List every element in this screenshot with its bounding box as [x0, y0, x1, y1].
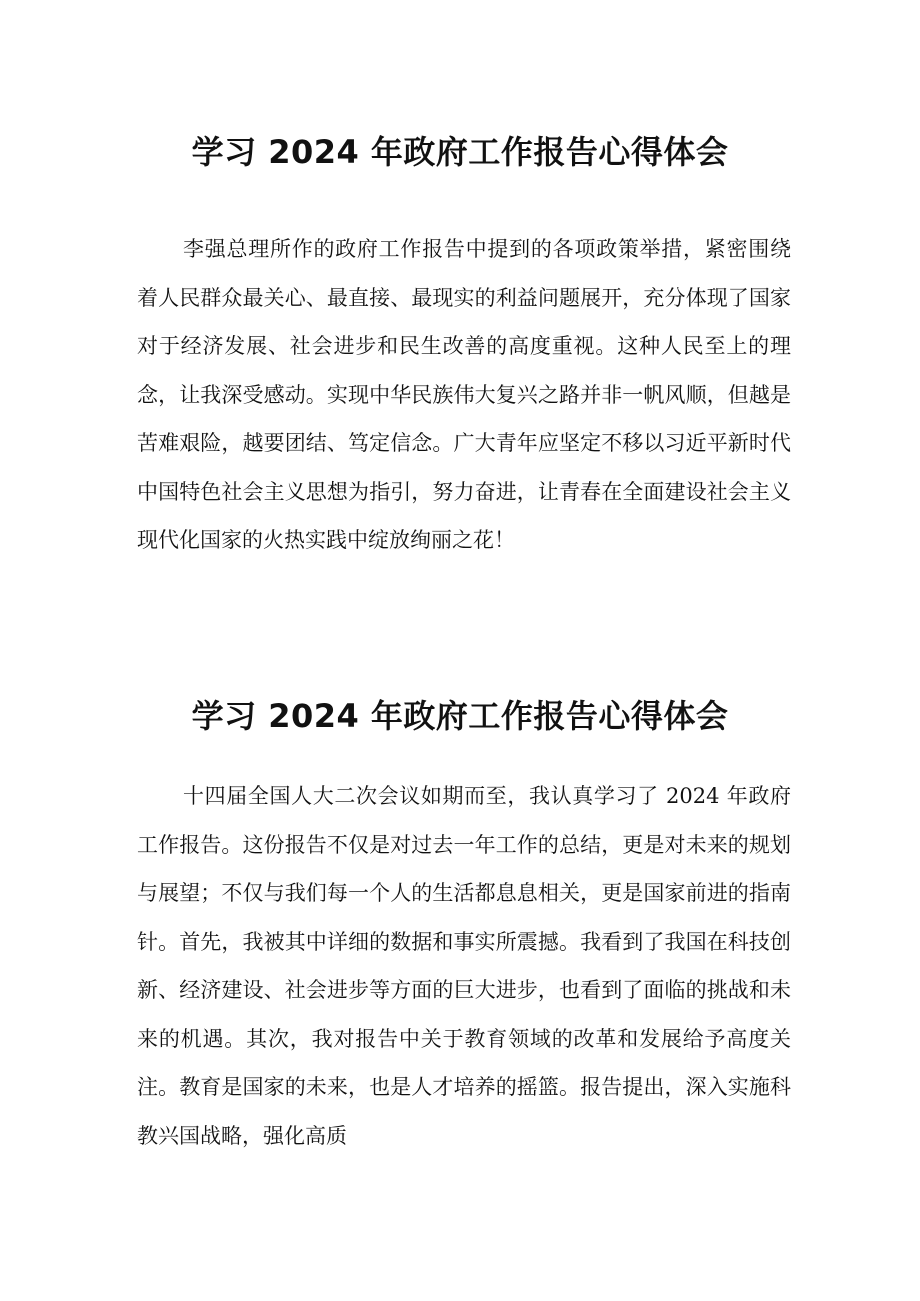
- essay-title-1: 学习 2024 年政府工作报告心得体会: [191, 133, 729, 172]
- essay-paragraph-2: 十四届全国人大二次会议如期而至，我认真学习了 2024 年政府工作报告。这份报告不仅是对过去一年工作的总结，更是对未来的规划与展望；不仅与我们每一个人的生活都息息相关，更是国家前进的指南针。首先，我被其中详细的数据和事实所震撼。我看到了我国在科技创新、经济建设、社会进步等方面的巨大进步，也看到了面临的挑战和未来的机遇。其次，我对报告中关于教育领域的改革和发展给予高度关注。教育是国家的未来，也是人才培养的摇篮。报告提出，深入实施科教兴国战略，强化高质: [137, 784, 791, 1148]
- essay-paragraph-1: 李强总理所作的政府工作报告中提到的各项政策举措，紧密围绕着人民群众最关心、最直接、最现实的利益问题展开，充分体现了国家对于经济发展、社会进步和民生改善的高度重视。这种人民至上的理念，让我深受感动。实现中华民族伟大复兴之路并非一帆风顺，但越是苦难艰险，越要团结、笃定信念。广大青年应坚定不移以习近平新时代中国特色社会主义思想为指引，努力奋进，让青春在全面建设社会主义现代化国家的火热实践中绽放绚丽之花！: [137, 237, 791, 552]
- essay-title-2: 学习 2024 年政府工作报告心得体会: [191, 697, 729, 736]
